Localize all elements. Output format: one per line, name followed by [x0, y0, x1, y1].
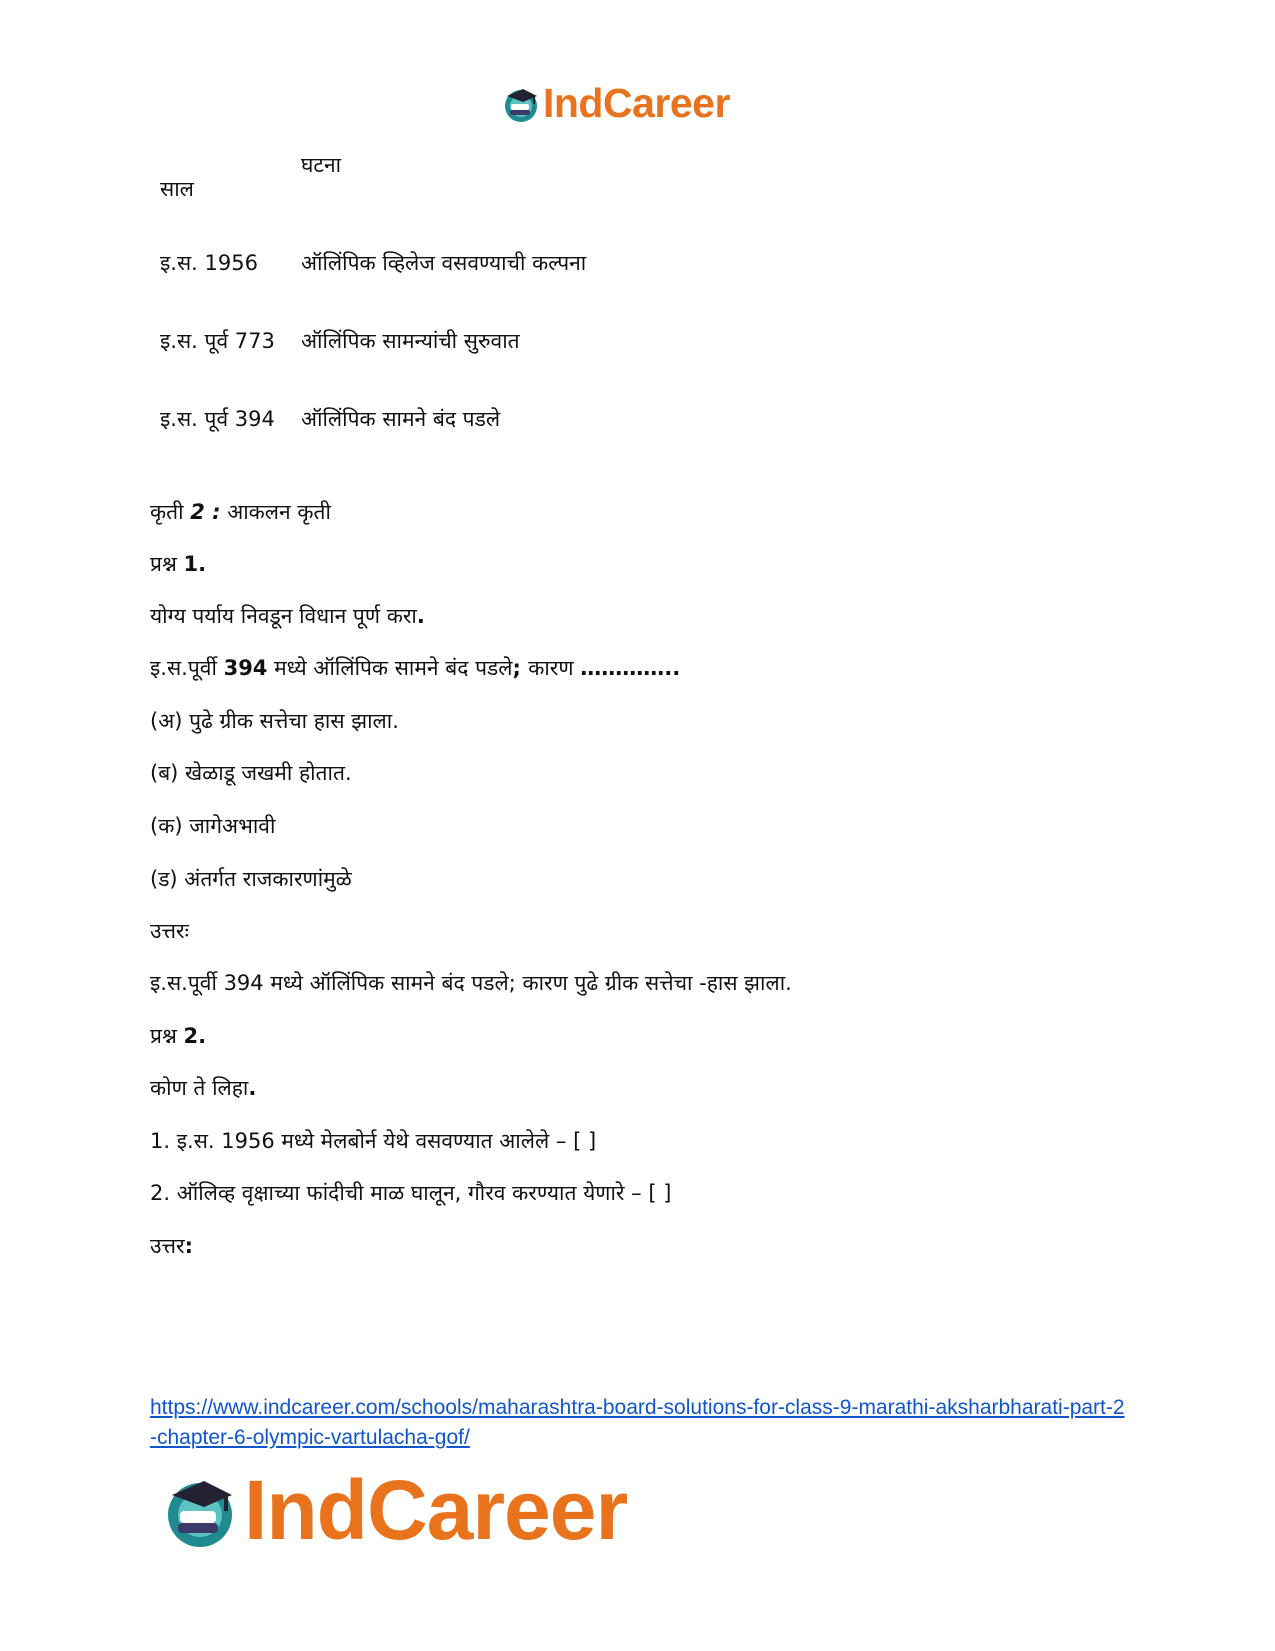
- question-2-answer-label-colon: :: [184, 1234, 194, 1258]
- table-row-3-event: ऑलिंपिक सामने बंद पडले: [301, 407, 501, 431]
- question-2-item-1: 1. इ.स. 1956 मध्ये मेलबोर्न येथे वसवण्यात आलेले – [ ]: [150, 1129, 597, 1153]
- question-1-label: [150, 549, 206, 579]
- source-link[interactable]: https://www.indcareer.com/schools/maharashtra-board-solutions-for-class-9-marathi-aksharbharati-part-2-chapter-6-olympic-vartulacha-gof/: [150, 1396, 1125, 1449]
- question-2-instruction-text: कोण ते लिहा: [150, 1076, 249, 1100]
- option-b: (ब) खेळाडू जखमी होतात.: [150, 761, 352, 785]
- activity-heading: [150, 497, 331, 527]
- activity-number: 2 :: [190, 500, 221, 524]
- statement-blank: …………..: [580, 656, 681, 680]
- question-2-instruction: [150, 1073, 256, 1103]
- statement-part-a: इ.स.पूर्वी: [150, 656, 224, 680]
- footer-logo: [160, 1462, 627, 1559]
- statement-semicolon: ;: [512, 656, 529, 680]
- table-header-event: घटना: [301, 153, 342, 177]
- header-logo-text: IndCareer: [543, 80, 730, 126]
- question-1-instruction-dot: .: [416, 604, 425, 628]
- graduation-globe-icon: [160, 1471, 240, 1551]
- question-2-item-2: 2. ऑलिव्ह वृक्षाच्या फांदीची माळ घालून, गौरव करण्यात येणारे – [ ]: [150, 1181, 672, 1205]
- footer-logo-text: IndCareer: [244, 1463, 628, 1557]
- option-c: (क) जागेअभावी: [150, 814, 276, 838]
- question-2-instruction-dot: .: [248, 1076, 257, 1100]
- question-2-answer-label: [150, 1231, 193, 1261]
- statement-year: 394: [223, 656, 268, 680]
- question-1-label-text: प्रश्न: [150, 552, 184, 576]
- statement-part-d: कारण: [528, 656, 581, 680]
- question-1-statement: [150, 653, 680, 683]
- statement-part-b: मध्ये ऑलिंपिक सामने बंद पडले: [267, 656, 513, 680]
- graduation-globe-icon: [501, 84, 541, 124]
- header-logo: [501, 80, 730, 127]
- question-1-answer: इ.स.पूर्वी 394 मध्ये ऑलिंपिक सामने बंद पडले; कारण पुढे ग्रीक सत्तेचा -हास झाला.: [150, 971, 792, 995]
- option-a: (अ) पुढे ग्रीक सत्तेचा हास झाला.: [150, 709, 399, 733]
- table-row-3-year: इ.स. पूर्व 394: [160, 407, 275, 431]
- table-header-year: साल: [160, 177, 194, 201]
- table-row-1-year: इ.स. 1956: [160, 251, 258, 275]
- question-2-label-number: 2.: [183, 1024, 207, 1048]
- table-row-2-year: इ.स. पूर्व 773: [160, 329, 275, 353]
- table-row-2-event: ऑलिंपिक सामन्यांची सुरुवात: [301, 329, 520, 353]
- activity-prefix: कृती: [150, 500, 191, 524]
- activity-title: आकलन कृती: [220, 500, 331, 524]
- option-d: (ड) अंतर्गत राजकारणांमुळे: [150, 867, 352, 891]
- table-row-1-event: ऑलिंपिक व्हिलेज वसवण्याची कल्पना: [301, 251, 587, 275]
- question-1-label-number: 1.: [183, 552, 207, 576]
- question-1-instruction-text: योग्य पर्याय निवडून विधान पूर्ण करा: [150, 604, 417, 628]
- question-2-label-text: प्रश्न: [150, 1024, 184, 1048]
- question-1-instruction: [150, 601, 425, 631]
- question-1-answer-label: उत्तरः: [150, 919, 189, 943]
- question-2-label: [150, 1021, 206, 1051]
- question-2-answer-label-text: उत्तर: [150, 1234, 185, 1258]
